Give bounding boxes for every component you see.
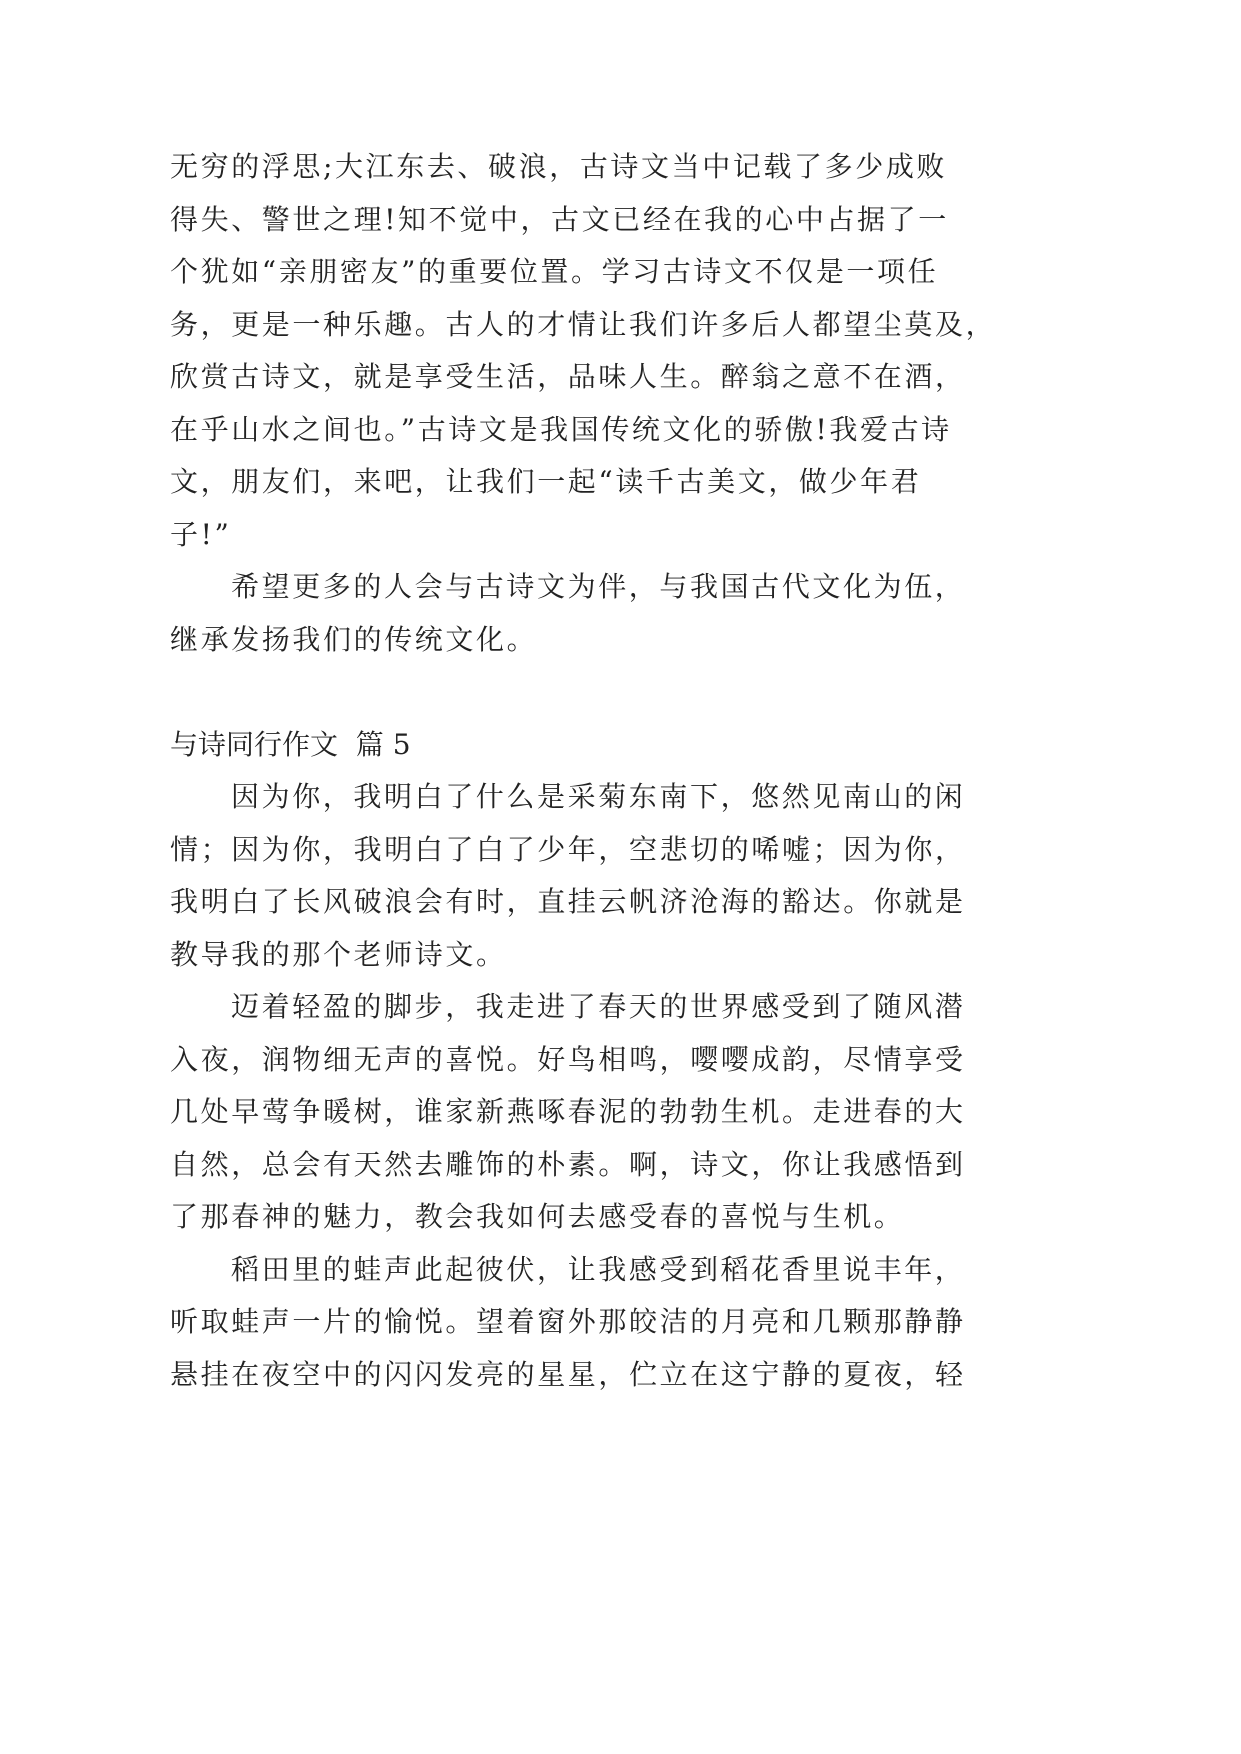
paragraph-line: 我明白了长风破浪会有时，直挂云帆济沧海的豁达。你就是 [170, 885, 966, 918]
paragraph-line: 稻田里的蛙声此起彼伏，让我感受到稻花香里说丰年， [231, 1252, 966, 1286]
continued-paragraph [170, 141, 1170, 561]
paragraph-line: 子!” [170, 517, 232, 551]
paragraph-line: 得失、警世之理!知不觉中，古文已经在我的心中占据了一 [170, 202, 949, 236]
paragraph-line: 迈着轻盈的脚步，我走进了春天的世界感受到了随风潜 [231, 990, 966, 1023]
paragraph-line: 个犹如“亲朋密友”的重要位置。学习古诗文不仅是一项任 [170, 255, 939, 288]
paragraph-line: 文，朋友们，来吧，让我们一起“读千古美文，做少年君 [170, 465, 922, 498]
closing-paragraph [170, 561, 1170, 666]
paragraph-line: 因为你，我明白了什么是采菊东南下，悠然见南山的闲 [231, 780, 966, 813]
paragraph-line: 入夜，润物细无声的喜悦。好鸟相鸣，嘤嘤成韵，尽情享受 [170, 1042, 966, 1076]
paragraph-line: 了那春神的魅力，教会我如何去感受春的喜悦与生机。 [170, 1200, 905, 1233]
document-body [170, 141, 1170, 1401]
paragraph-line: 悬挂在夜空中的闪闪发亮的星星，伫立在这宁静的夏夜，轻 [170, 1357, 966, 1391]
paragraph-line: 务，更是一种乐趣。古人的才情让我们许多后人都望尘莫及， [170, 307, 997, 341]
paragraph-line: 教导我的那个老师诗文。 [170, 937, 507, 971]
paragraph-line: 无穷的浮思;大江东去、破浪，古诗文当中记载了多少成败 [170, 150, 948, 183]
paragraph-line: 听取蛙声一片的愉悦。望着窗外那皎洁的月亮和几颗那静静 [170, 1305, 966, 1338]
paragraph-line: 自然，总会有天然去雕饰的朴素。啊，诗文，你让我感悟到 [170, 1147, 966, 1181]
paragraph-line: 几处早莺争暖树，谁家新燕啄春泥的勃勃生机。走进春的大 [170, 1095, 966, 1128]
paragraph [170, 981, 1170, 1244]
paragraph-line: 希望更多的人会与古诗文为伴，与我国古代文化为伍， [231, 570, 966, 603]
paragraph-line: 继承发扬我们的传统文化。 [170, 622, 538, 656]
paragraph [170, 771, 1170, 981]
paragraph-line: 欣赏古诗文，就是享受生活，品味人生。醉翁之意不在酒， [170, 360, 966, 393]
essay-title: 与诗同行作文 篇 5 [170, 727, 411, 761]
paragraph-line: 在乎山水之间也。”古诗文是我国传统文化的骄傲!我爱古诗 [170, 412, 952, 446]
paragraph-line: 情；因为你，我明白了白了少年，空悲切的唏嘘；因为你， [170, 832, 966, 866]
paragraph [170, 1244, 1170, 1402]
